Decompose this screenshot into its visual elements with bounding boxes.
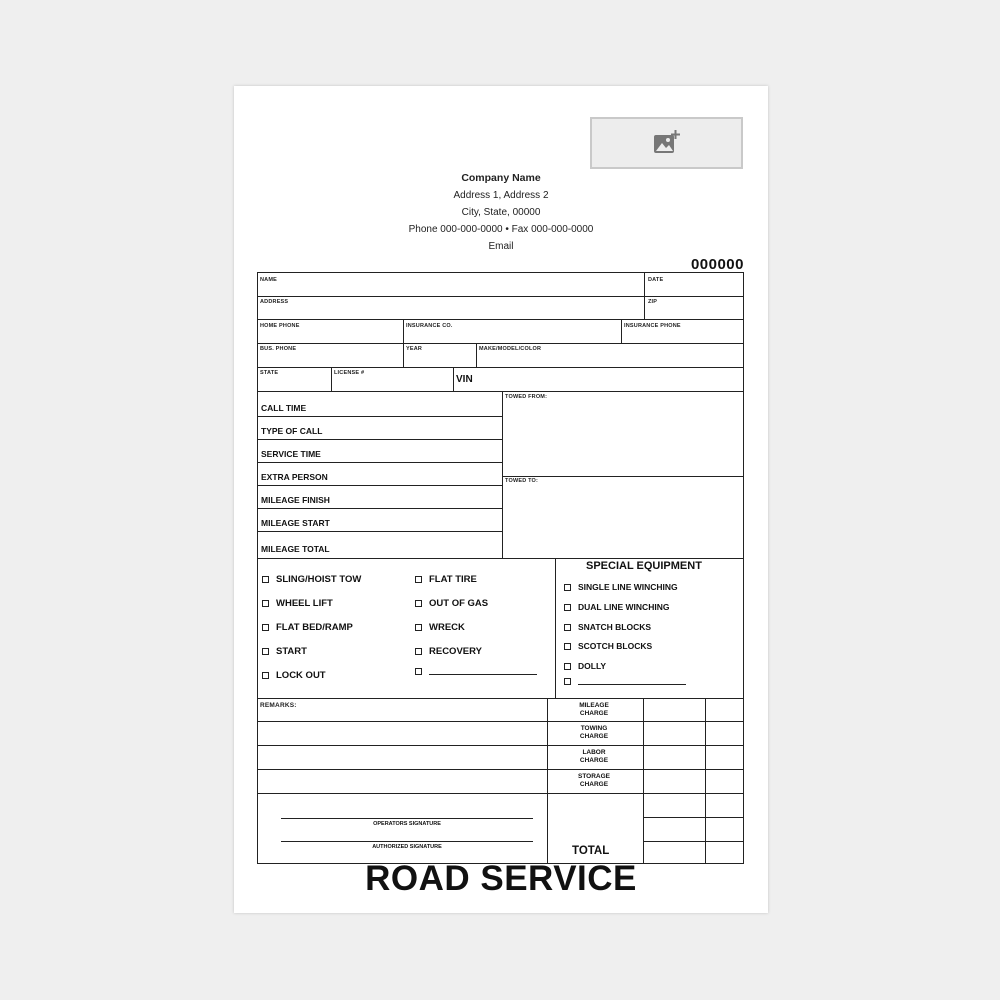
label-mileage-finish: MILEAGE FINISH bbox=[261, 495, 330, 505]
label-insurance-phone: INSURANCE PHONE bbox=[624, 323, 681, 329]
form-title: ROAD SERVICE bbox=[365, 859, 637, 898]
label-extra-person: EXTRA PERSON bbox=[261, 472, 328, 482]
label-service-time: SERVICE TIME bbox=[261, 449, 321, 459]
checkbox[interactable] bbox=[262, 624, 269, 631]
checkbox[interactable] bbox=[564, 624, 571, 631]
checkbox[interactable] bbox=[262, 648, 269, 655]
label-zip: ZIP bbox=[648, 299, 658, 305]
checkbox[interactable] bbox=[564, 643, 571, 650]
checkbox[interactable] bbox=[262, 600, 269, 607]
receipt-sheet bbox=[234, 86, 768, 913]
label-authorized-signature: AUTHORIZED SIGNATURE bbox=[372, 844, 442, 850]
checkbox[interactable] bbox=[415, 668, 422, 675]
service-other[interactable] bbox=[415, 667, 537, 675]
label-insurance-co: INSURANCE CO. bbox=[406, 323, 453, 329]
label-license: LICENSE # bbox=[334, 370, 365, 376]
service-flat-tire[interactable]: FLAT TIRE bbox=[415, 574, 477, 585]
label-towed-from: TOWED FROM: bbox=[505, 394, 548, 400]
service-recovery[interactable]: RECOVERY bbox=[415, 646, 482, 657]
checkbox[interactable] bbox=[564, 678, 571, 685]
label-home-phone: HOME PHONE bbox=[260, 323, 300, 329]
company-address: Address 1, Address 2 bbox=[453, 190, 549, 201]
label-remarks: REMARKS: bbox=[260, 702, 297, 709]
equipment-scotch-blocks[interactable]: SCOTCH BLOCKS bbox=[564, 641, 652, 651]
blank-line[interactable] bbox=[578, 684, 686, 685]
service-form-grid bbox=[257, 272, 744, 864]
label-vin: VIN bbox=[456, 374, 473, 385]
service-sling-hoist-tow[interactable]: SLING/HOIST TOW bbox=[262, 574, 361, 585]
service-wheel-lift[interactable]: WHEEL LIFT bbox=[262, 598, 333, 609]
company-city: City, State, 00000 bbox=[461, 207, 541, 218]
label-towing-charge: TOWING CHARGE bbox=[579, 725, 609, 740]
label-date: DATE bbox=[648, 277, 664, 283]
label-year: YEAR bbox=[406, 346, 423, 352]
checkbox[interactable] bbox=[415, 648, 422, 655]
blank-line[interactable] bbox=[429, 674, 537, 675]
equipment-dolly[interactable]: DOLLY bbox=[564, 661, 606, 671]
label-mileage-total: MILEAGE TOTAL bbox=[261, 544, 330, 554]
checkbox[interactable] bbox=[564, 604, 571, 611]
company-header bbox=[234, 170, 768, 255]
add-image-icon bbox=[652, 129, 682, 157]
service-wreck[interactable]: WRECK bbox=[415, 622, 465, 633]
equipment-other[interactable] bbox=[564, 677, 686, 685]
logo-upload-box[interactable] bbox=[590, 117, 743, 169]
service-lock-out[interactable]: LOCK OUT bbox=[262, 670, 326, 681]
company-phone: Phone 000-000-0000 • Fax 000-000-0000 bbox=[408, 224, 594, 235]
label-bus-phone: BUS. PHONE bbox=[260, 346, 297, 352]
equipment-snatch-blocks[interactable]: SNATCH BLOCKS bbox=[564, 622, 651, 632]
label-mileage-charge: MILEAGE CHARGE bbox=[579, 702, 609, 717]
label-towed-to: TOWED TO: bbox=[505, 478, 539, 484]
checkbox[interactable] bbox=[415, 600, 422, 607]
label-storage-charge: STORAGE CHARGE bbox=[577, 773, 611, 788]
service-flat-bed-ramp[interactable]: FLAT BED/RAMP bbox=[262, 622, 353, 633]
checkbox[interactable] bbox=[415, 576, 422, 583]
service-start[interactable]: START bbox=[262, 646, 307, 657]
equipment-dual-line-winching[interactable]: DUAL LINE WINCHING bbox=[564, 602, 669, 612]
service-out-of-gas[interactable]: OUT OF GAS bbox=[415, 598, 488, 609]
label-state: STATE bbox=[260, 370, 279, 376]
label-call-time: CALL TIME bbox=[261, 403, 307, 413]
label-type-of-call: TYPE OF CALL bbox=[261, 426, 323, 436]
label-make-model: MAKE/MODEL/COLOR bbox=[479, 346, 542, 352]
label-address: ADDRESS bbox=[260, 299, 289, 305]
form-number: 000000 bbox=[690, 256, 744, 273]
label-name: NAME bbox=[260, 277, 277, 283]
label-total: TOTAL bbox=[572, 845, 610, 857]
special-equipment-title: SPECIAL EQUIPMENT bbox=[586, 560, 702, 572]
checkbox[interactable] bbox=[262, 576, 269, 583]
checkbox[interactable] bbox=[564, 584, 571, 591]
checkbox[interactable] bbox=[564, 663, 571, 670]
checkbox[interactable] bbox=[262, 672, 269, 679]
company-name: Company Name bbox=[461, 172, 541, 184]
company-email: Email bbox=[488, 241, 514, 252]
label-mileage-start: MILEAGE START bbox=[261, 518, 330, 528]
equipment-single-line-winching[interactable]: SINGLE LINE WINCHING bbox=[564, 582, 678, 592]
label-operators-signature: OPERATORS SIGNATURE bbox=[373, 821, 441, 827]
checkbox[interactable] bbox=[415, 624, 422, 631]
label-labor-charge: LABOR CHARGE bbox=[579, 749, 609, 764]
